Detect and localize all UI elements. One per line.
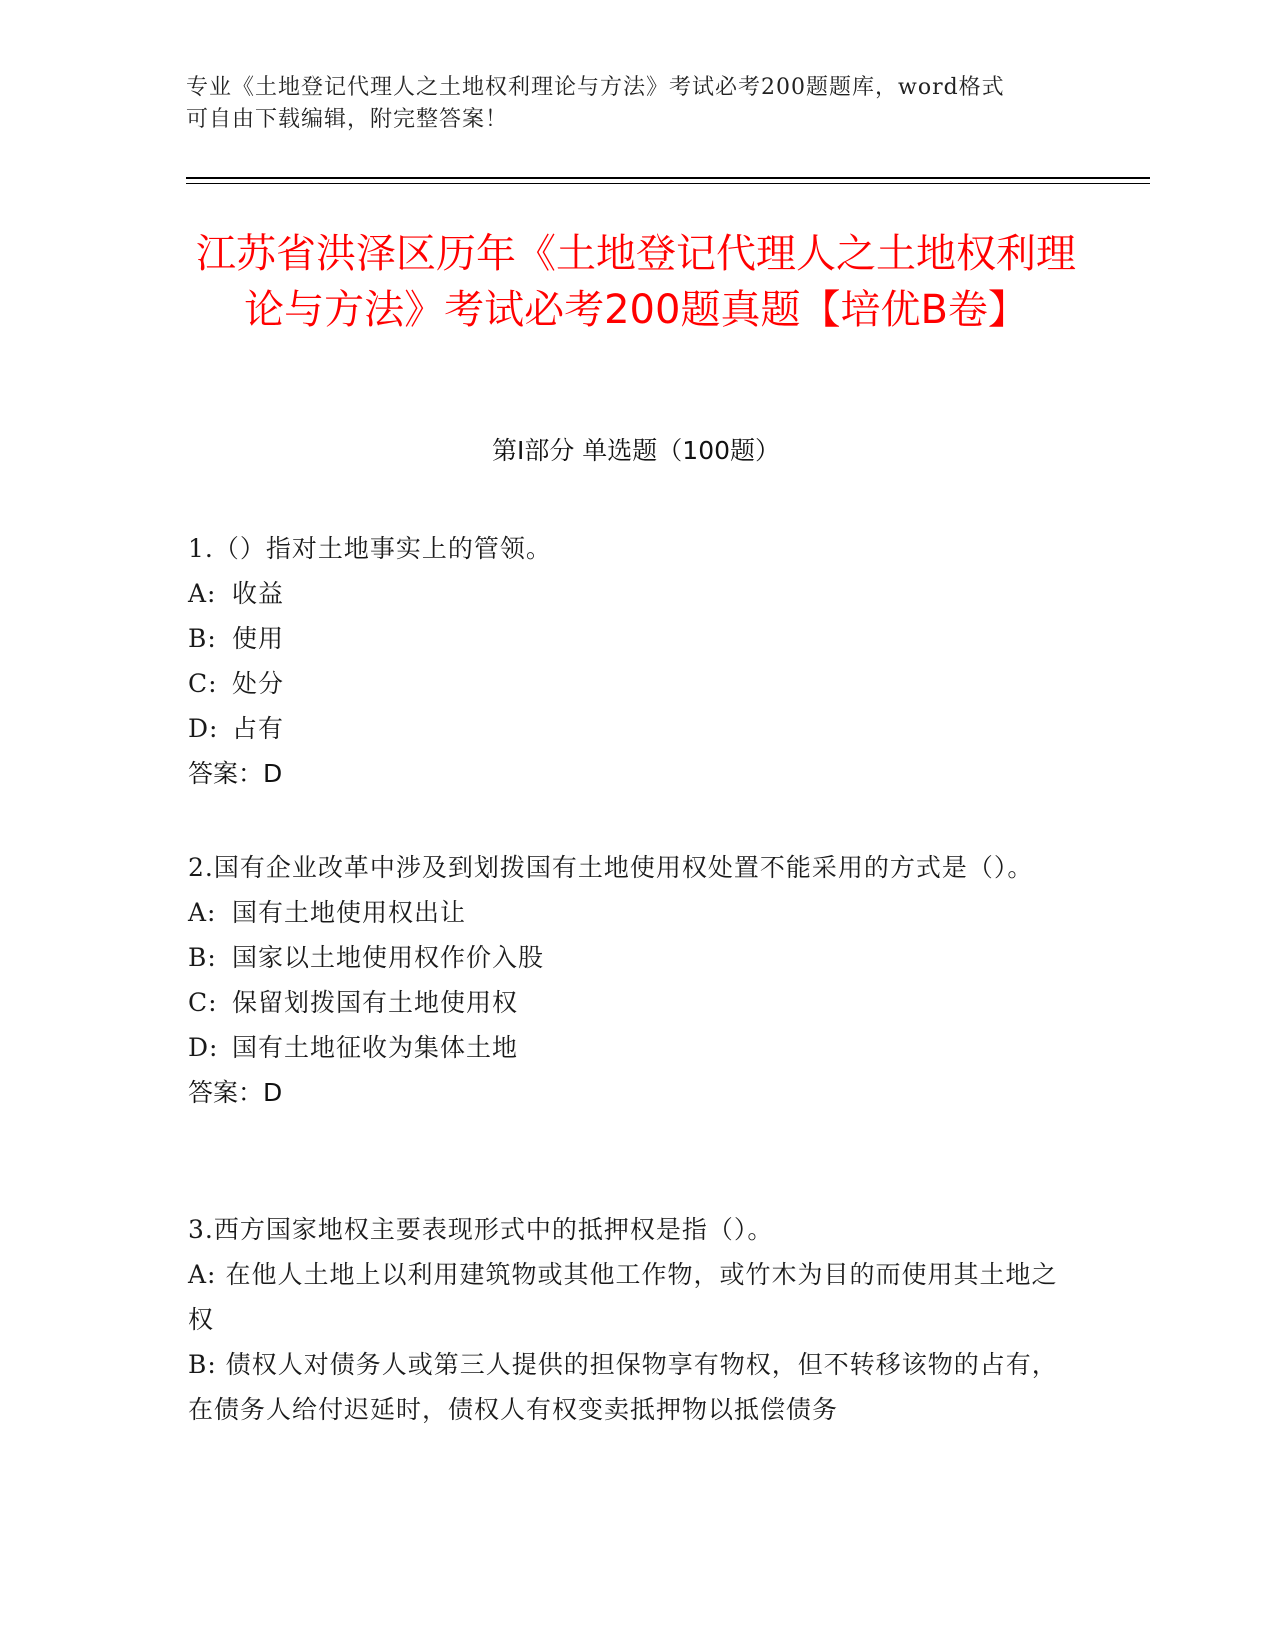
option-key: A: (188, 1260, 217, 1289)
question-2 (188, 845, 1068, 1115)
option-d (188, 1025, 1068, 1070)
header-note (186, 72, 1066, 136)
option-c (188, 661, 1068, 706)
question-stem: 2.国有企业改革中涉及到划拨国有土地使用权处置不能采用的方式是（）。 (188, 853, 1034, 882)
option-b (188, 1342, 1068, 1432)
option-key: A: (188, 579, 217, 608)
option-key: B: (188, 624, 217, 653)
option-text: 占有 (232, 714, 285, 743)
answer: 答案：D (188, 759, 283, 788)
question-1 (188, 526, 1068, 796)
header-note-line-1: 专业《土地登记代理人之土地权利理论与方法》考试必考200题题库，word格式 (186, 75, 1005, 100)
option-d (188, 706, 1068, 751)
header-divider-thin (186, 183, 1150, 184)
option-a (188, 890, 1068, 935)
option-a (188, 571, 1068, 616)
option-text: 在他人土地上以利用建筑物或其他工作物，或竹木为目的而使用其土地之权 (188, 1260, 1058, 1334)
header-note-line-2: 可自由下载编辑，附完整答案！ (186, 107, 509, 132)
option-text: 使用 (232, 624, 285, 653)
document-title: 江苏省洪泽区历年《土地登记代理人之土地权利理论与方法》考试必考200题真题【培优B卷】 (196, 231, 1076, 333)
option-c (188, 980, 1068, 1025)
option-text: 国有土地使用权出让 (232, 898, 467, 927)
option-text: 国家以土地使用权作价入股 (232, 943, 545, 972)
answer: 答案：D (188, 1078, 283, 1107)
option-text: 保留划拨国有土地使用权 (232, 988, 519, 1017)
option-key: D: (188, 714, 219, 743)
question-3 (188, 1207, 1068, 1432)
section-heading: 第I部分 单选题（100题） (491, 436, 781, 465)
option-text: 债权人对债务人或第三人提供的担保物享有物权，但不转移该物的占有，在债务人给付迟延时，债权人有权变卖抵押物以抵偿债务 (188, 1350, 1058, 1424)
option-a (188, 1252, 1068, 1342)
option-key: C: (188, 988, 218, 1017)
option-key: A: (188, 898, 217, 927)
option-key: B: (188, 943, 217, 972)
option-key: B: (188, 1350, 217, 1379)
option-text: 收益 (232, 579, 285, 608)
question-stem: 3.西方国家地权主要表现形式中的抵押权是指（）。 (188, 1215, 774, 1244)
option-key: C: (188, 669, 218, 698)
option-text: 国有土地征收为集体土地 (232, 1033, 519, 1062)
question-stem: 1.（）指对土地事实上的管领。 (188, 534, 552, 563)
option-key: D: (188, 1033, 219, 1062)
header-divider-thick (186, 177, 1150, 179)
option-b (188, 616, 1068, 661)
option-text: 处分 (232, 669, 285, 698)
option-b (188, 935, 1068, 980)
